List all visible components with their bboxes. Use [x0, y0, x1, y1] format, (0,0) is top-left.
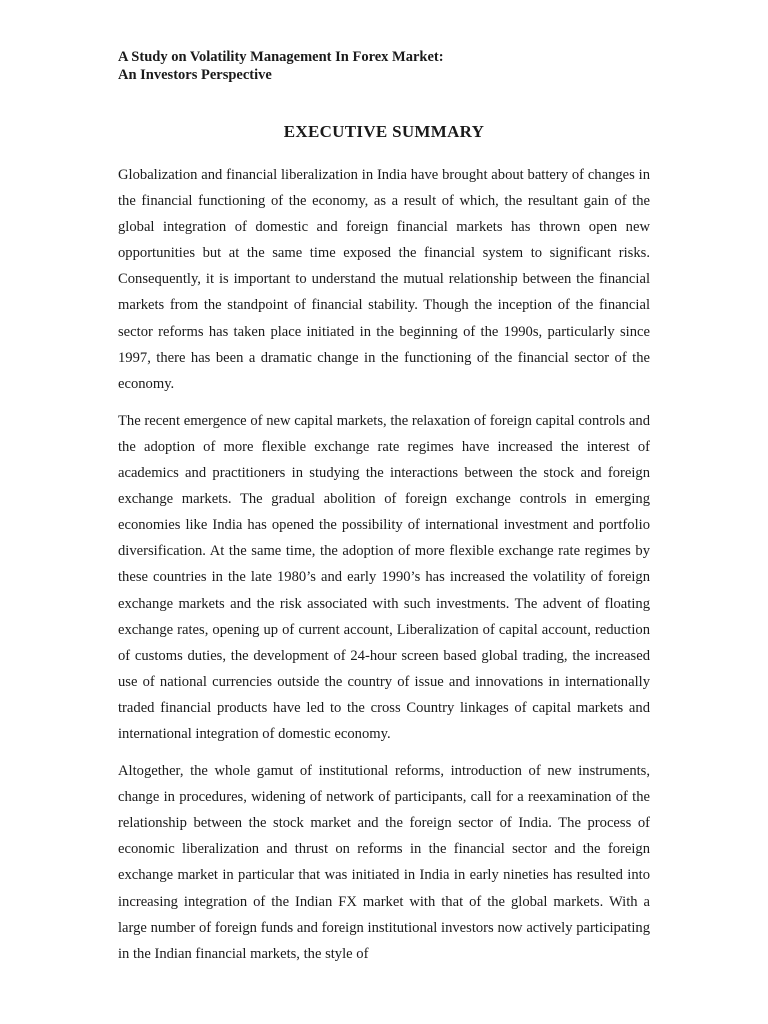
paragraph-2: The recent emergence of new capital markets, the relaxation of foreign capital controls and the adoption of more flexible exchange rate regimes have increased the interest of academics and practitioners in studying the interactions between the stock and foreign exchange markets. The gradual abolition of foreign exchange controls in emerging economies like India has opened the possibility of international investment and portfolio diversification. At the same time, the adoption of more flexible exchange rate regimes by these countries in the late 1980’s and early 1990’s has increased the volatility of foreign exchange markets and the risk associated with such investments. The advent of floating exchange rates, opening up of current account, Liberalization of capital account, reduction of customs duties, the development of 24-hour screen based global trading, the increased use of national currencies outside the country of issue and innovations in internationally traded financial products have led to the cross Country linkages of capital markets and international integration of domestic economy. — [118, 412, 650, 742]
document-title-line-2: An Investors Perspective — [118, 67, 272, 83]
paragraph-3: Altogether, the whole gamut of institutional reforms, introduction of new instruments, change in procedures, widening of network of participants, call for a reexamination of the relationship between the stock market and the foreign sector of India. The process of economic liberalization and thrust on reforms in the financial sector and the foreign exchange market in particular that was initiated in India in early nineties has resulted into increasing integration of the Indian FX market with that of the global markets. With a large number of foreign funds and foreign institutional investors now actively participating in the Indian financial markets, the style of — [118, 763, 650, 962]
document-page — [118, 48, 650, 967]
section-heading: EXECUTIVE SUMMARY — [283, 122, 485, 141]
paragraph-1: Globalization and financial liberalization in India have brought about battery of changes in the financial functioning of the economy, as a result of which, the resultant gain of the global integration of domestic and foreign financial markets has thrown open new opportunities but at the same time exposed the financial system to significant risks. Consequently, it is important to understand the mutual relationship between the financial markets from the standpoint of financial stability. Though the inception of the financial sector reforms has taken place initiated in the beginning of the 1990s, particularly since 1997, there has been a dramatic change in the functioning of the financial sector of the economy. — [118, 167, 650, 392]
document-title-line-1: A Study on Volatility Management In Forex Market: — [118, 49, 444, 65]
